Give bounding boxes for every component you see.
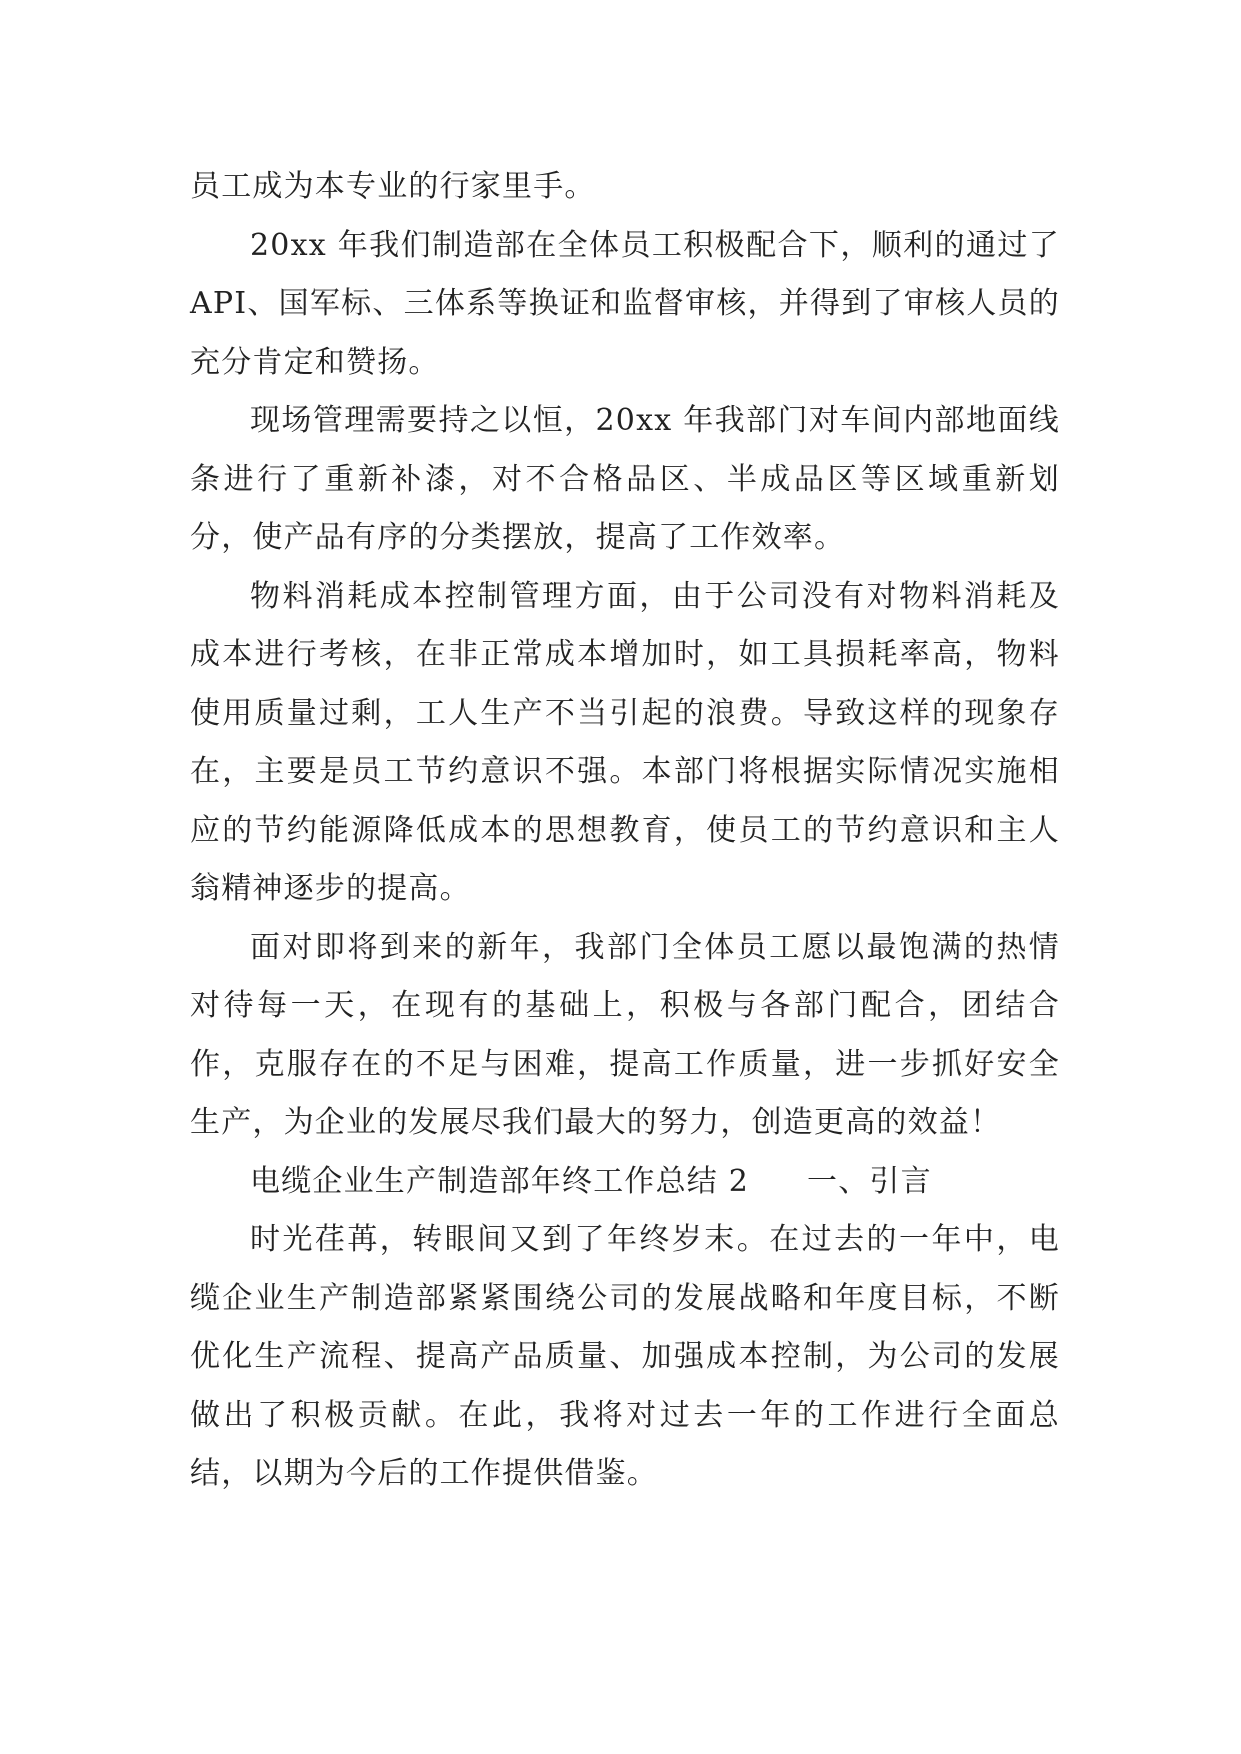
paragraph-new-year: 面对即将到来的新年，我部门全体员工愿以最饱满的热情对待每一天，在现有的基础上，积极与各部门配合，团结合作，克服存在的不足与困难，提高工作质量，进一步抓好安全生产，为企业的发展尽我们最大的努力，创造更高的效益！: [190, 929, 1060, 1140]
paragraph-intro: 时光荏苒，转眼间又到了年终岁末。在过去的一年中，电缆企业生产制造部紧紧围绕公司的发展战略和年度目标，不断优化生产流程、提高产品质量、加强成本控制，为公司的发展做出了积极贡献。在此，我将对过去一年的工作进行全面总结，以期为今后的工作提供借鉴。: [190, 1222, 1060, 1491]
paragraph-audit: 20xx 年我们制造部在全体员工积极配合下，顺利的通过了 API、国军标、三体系等换证和监督审核，并得到了审核人员的充分肯定和赞扬。: [190, 227, 1060, 380]
section-subtitle: 一、引言: [807, 1163, 932, 1199]
section-title: 电缆企业生产制造部年终工作总结 2: [250, 1163, 750, 1199]
paragraph-material-cost: 物料消耗成本控制管理方面，由于公司没有对物料消耗及成本进行考核，在非正常成本增加时，如工具损耗率高，物料使用质量过剩，工人生产不当引起的浪费。导致这样的现象存在，主要是员工节约意识不强。本部门将根据实际情况实施相应的节约能源降低成本的思想教育，使员工的节约意识和主人翁精神逐步的提高。: [190, 578, 1060, 906]
paragraph-site-management: 现场管理需要持之以恒，20xx 年我部门对车间内部地面线条进行了重新补漆，对不合格品区、半成品区等区域重新划分，使产品有序的分类摆放，提高了工作效率。: [190, 403, 1060, 555]
document-body: [190, 158, 1060, 1504]
paragraph-continuation: 员工成为本专业的行家里手。: [190, 169, 596, 204]
section-heading: [190, 1153, 1060, 1212]
